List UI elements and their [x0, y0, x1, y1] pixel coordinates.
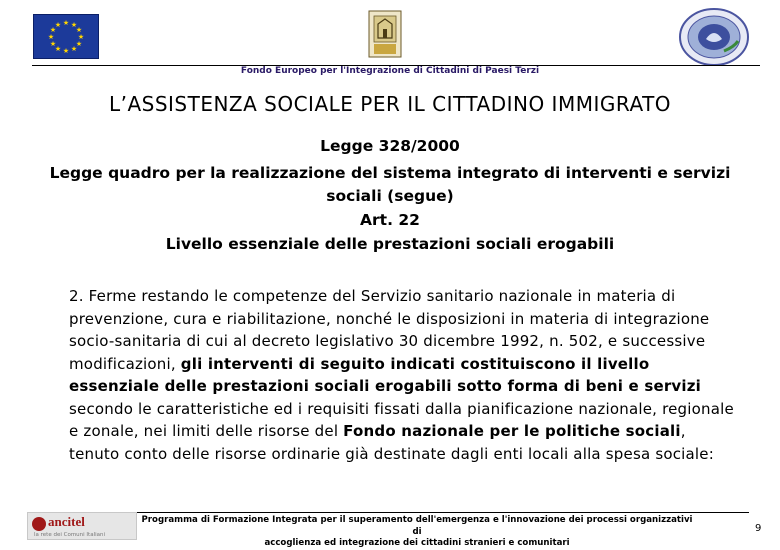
eu-stars-icon: [34, 15, 98, 58]
article-number: Art. 22: [360, 211, 420, 229]
ministry-seal-logo: [678, 7, 750, 67]
svg-text:★: ★: [70, 21, 78, 29]
svg-text:★: ★: [62, 19, 70, 27]
svg-text:★: ★: [62, 47, 70, 55]
svg-text:★: ★: [70, 45, 78, 53]
anci-logo: [368, 10, 402, 58]
svg-text:★: ★: [47, 33, 55, 41]
page-title: L’ASSISTENZA SOCIALE PER IL CITTADINO IMMIGRATO: [108, 92, 672, 116]
svg-text:★: ★: [75, 40, 83, 48]
svg-text:★: ★: [77, 33, 85, 41]
fund-caption: Fondo Europeo per l'Integrazione di Cittadini di Paesi Terzi: [240, 66, 540, 76]
svg-text:★: ★: [49, 26, 57, 34]
law-title-line1: Legge quadro per la realizzazione del sistema integrato di interventi e servizi: [49, 164, 731, 182]
ancitel-brand: ancitel: [48, 514, 85, 529]
law-reference: Legge 328/2000: [320, 137, 460, 155]
paragraph-text-2: secondo le caratteristiche ed i requisiti fissati dalla pianificazione nazionale, regionale e zonale, nei limiti delle risorse del: [69, 399, 734, 440]
ancitel-logo: [27, 512, 137, 540]
paragraph-bold-1: gli interventi di seguito indicati costituiscono il livello essenziale delle prestazioni sociali erogabili sotto forma di beni e servizi: [69, 354, 702, 395]
svg-text:★: ★: [54, 21, 62, 29]
page-number: 9: [755, 523, 762, 534]
footer-caption: [137, 515, 697, 550]
paragraph-text-1: 2. Ferme restando le competenze del Servizio sanitario nazionale in materia di prevenzione, cura e riabilitazione, nonché le disposizioni in materia di integrazione socio-sanitaria di cui al decreto legislativo 30 dicembre 1992, n. 502, e successive modificazioni,: [69, 287, 710, 373]
svg-text:★: ★: [75, 26, 83, 34]
svg-text:★: ★: [54, 45, 62, 53]
eu-flag-logo: [33, 14, 99, 59]
law-title-line2: sociali (segue): [326, 187, 454, 205]
footer-line-1: Programma di Formazione Integrata per il superamento dell'emergenza e l'innovazione dei processi organizzativi di: [141, 515, 693, 537]
ancitel-swirl-icon: [32, 517, 46, 531]
ancitel-tagline: la rete dei Comuni Italiani: [34, 532, 106, 538]
footer-line-2: accoglienza ed integrazione dei cittadini stranieri e comunitari: [264, 538, 570, 548]
article-paragraph: [69, 285, 741, 465]
paragraph-bold-2: Fondo nazionale per le politiche sociali: [343, 422, 681, 440]
svg-text:★: ★: [49, 40, 57, 48]
paragraph-text-3: , tenuto conto delle risorse ordinarie già destinate dagli enti locali alla spesa sociale:: [69, 422, 714, 463]
article-title: Livello essenziale delle prestazioni sociali erogabili: [165, 235, 615, 253]
